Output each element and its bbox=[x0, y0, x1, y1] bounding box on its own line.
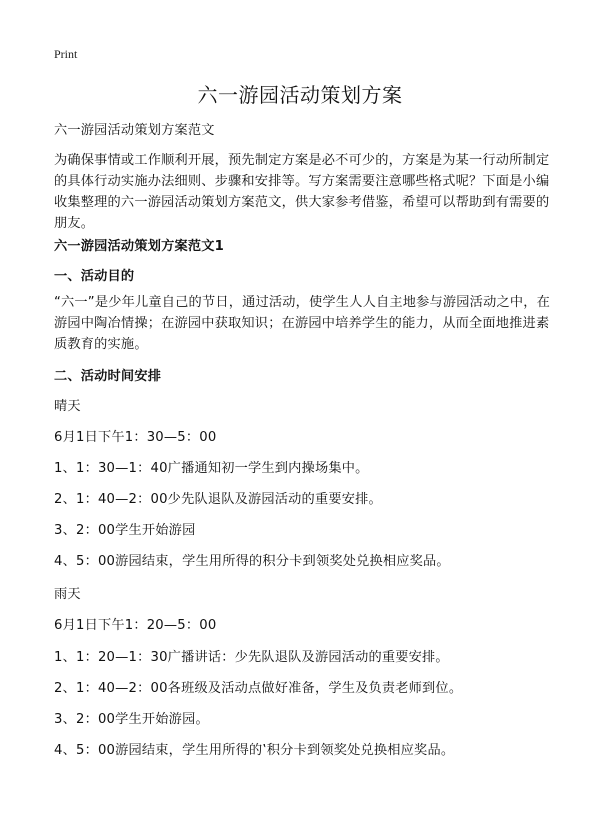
heading-purpose: 一、活动目的 bbox=[54, 269, 135, 284]
rainy-item-3: 3、2：00学生开始游园。 bbox=[54, 712, 209, 727]
purpose-paragraph: “六一”是少年儿童自己的节日，通过活动，使学生人人自主地参与游园活动之中，在游园中陶冶情操；在游园中获取知识；在游园中培养学生的能力，从而全面地推进素质教育的实施。 bbox=[54, 295, 551, 352]
heading-schedule: 二、活动时间安排 bbox=[54, 369, 162, 384]
sunny-item-3: 3、2：00学生开始游园 bbox=[54, 523, 196, 538]
rainy-time: 6月1日下午1：20—5：00 bbox=[54, 618, 217, 633]
sunny-item-1: 1、1：30—1：40广播通知初一学生到内操场集中。 bbox=[54, 461, 369, 476]
document-title: 六一游园活动策划方案 bbox=[197, 83, 403, 107]
intro-paragraph: 为确保事情或工作顺利开展，预先制定方案是必不可少的，方案是为某一行动所制定的具体行动实施办法细则、步骤和安排等。写方案需要注意哪些格式呢？下面是小编收集整理的六一游园活动策划方案范文，供大家参考借鉴，希望可以帮助到有需要的朋友。 bbox=[54, 153, 550, 231]
section-title: 六一游园活动策划方案范文1 bbox=[54, 239, 225, 254]
sunny-item-4: 4、5：00游园结束，学生用所得的积分卡到领奖处兑换相应奖品。 bbox=[54, 554, 450, 569]
rainy-item-1: 1、1：20—1：30广播讲话：少先队退队及游园活动的重要安排。 bbox=[54, 650, 449, 665]
rainy-item-2: 2、1：40—2：00各班级及活动点做好准备，学生及负责老师到位。 bbox=[54, 681, 463, 696]
print-label[interactable]: Print bbox=[54, 47, 78, 61]
sunny-label: 晴天 bbox=[54, 399, 81, 414]
rainy-item-4: 4、5：00游园结束，学生用所得的‛积分卡到领奖处兑换相应奖品。 bbox=[54, 743, 455, 758]
sunny-time: 6月1日下午1：30—5：00 bbox=[54, 430, 217, 445]
sunny-item-2: 2、1：40—2：00少先队退队及游园活动的重要安排。 bbox=[54, 492, 382, 507]
document-subtitle: 六一游园活动策划方案范文 bbox=[54, 123, 215, 138]
rainy-label: 雨天 bbox=[54, 587, 81, 602]
